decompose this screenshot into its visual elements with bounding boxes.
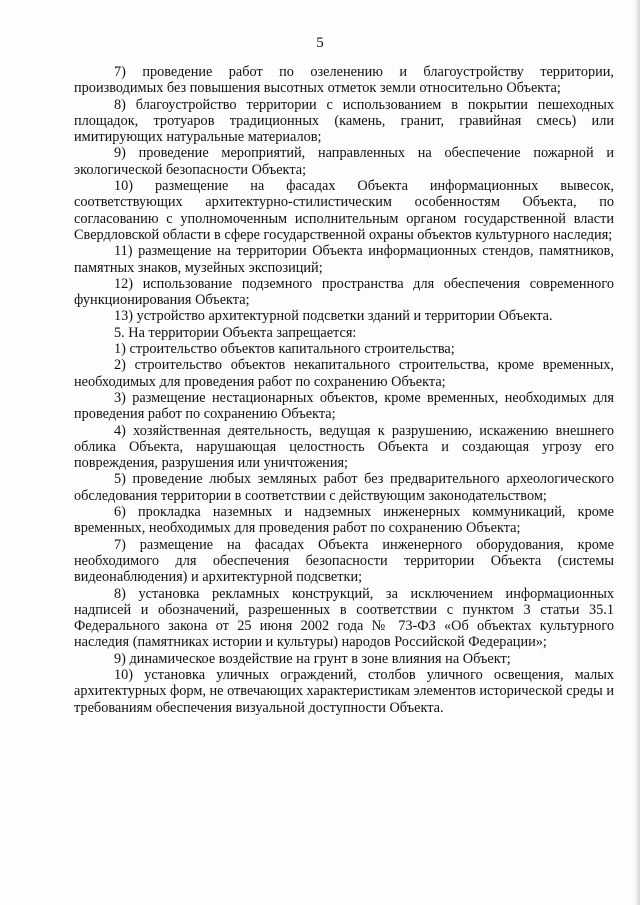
- list-item: 10) установка уличных ограждений, столбов уличного освещения, малых архитектурных форм, не отвечающих характеристикам элементов исторической среды и требованиям обеспечения визуальной доступности Объекта.: [74, 666, 614, 716]
- list-item: 3) размещение нестационарных объектов, кроме временных, необходимых для проведения работ по сохранению Объекта;: [74, 389, 614, 423]
- section-heading: 5. На территории Объекта запрещается:: [114, 324, 357, 341]
- list-item: 13) устройство архитектурной подсветки зданий и территории Объекта.: [114, 308, 553, 325]
- list-item: 8) установка рекламных конструкций, за исключением информационных надписей и обозначений, разрешенных в соответствии с пунктом 3 статьи 35.1 Федерального закона от 25 июня 2002 года № 73-ФЗ «Об объектах культурного наследия (памятниках истории и культуры) народов Российской Федерации»;: [74, 585, 614, 651]
- document-body: [74, 64, 614, 716]
- list-item: 7) проведение работ по озеленению и благоустройству территории, производимых без повышения высотных отметок земли относительно Объекта;: [74, 64, 614, 97]
- page-number: 5: [316, 35, 324, 51]
- list-item: 6) прокладка наземных и надземных инженерных коммуникаций, кроме временных, необходимых для проведения работ по сохранению Объекта;: [74, 504, 614, 537]
- list-item: 12) использование подземного пространства для обеспечения современного функционирования Объекта;: [74, 275, 614, 309]
- list-item: 10) размещение на фасадах Объекта информационных вывесок, соответствующих архитектурно-стилистическим особенностям Объекта, по согласованию с уполномоченным исполнительным органом государственной власти Свердловской области в сфере государственной охраны объектов культурного наследия;: [74, 178, 614, 243]
- list-item: 4) хозяйственная деятельность, ведущая к разрушению, искажению внешнего облика Объекта, нарушающая целостность Объекта и создающая угрозу его повреждения, разрушения или уничтожения;: [74, 422, 614, 472]
- list-item: 8) благоустройство территории с использованием в покрытии пешеходных площадок, тротуаров традиционных (камень, гранит, гравийная смесь) или имитирующих натуральные материалов;: [74, 96, 614, 146]
- list-item: 9) динамическое воздействие на грунт в зоне влияния на Объект;: [114, 650, 511, 667]
- list-item: 1) строительство объектов капитального строительства;: [114, 341, 455, 358]
- list-item: 2) строительство объектов некапитального строительства, кроме временных, необходимых для проведения работ по сохранению Объекта;: [74, 357, 614, 390]
- list-item: 9) проведение мероприятий, направленных на обеспечение пожарной и экологической безопасности Объекта;: [74, 145, 614, 178]
- list-item: 11) размещение на территории Объекта информационных стендов, памятников, памятных знаков, музейных экспозиций;: [74, 243, 614, 276]
- list-item: 7) размещение на фасадах Объекта инженерного оборудования, кроме необходимого для обеспечения безопасности территории Объекта (системы видеонаблюдения) и архитектурной подсветки;: [74, 536, 614, 586]
- list-item: 5) проведение любых земляных работ без предварительного археологического обследования территории в соответствии с действующим законодательством;: [74, 471, 614, 504]
- scan-edge-shadow: [634, 0, 640, 905]
